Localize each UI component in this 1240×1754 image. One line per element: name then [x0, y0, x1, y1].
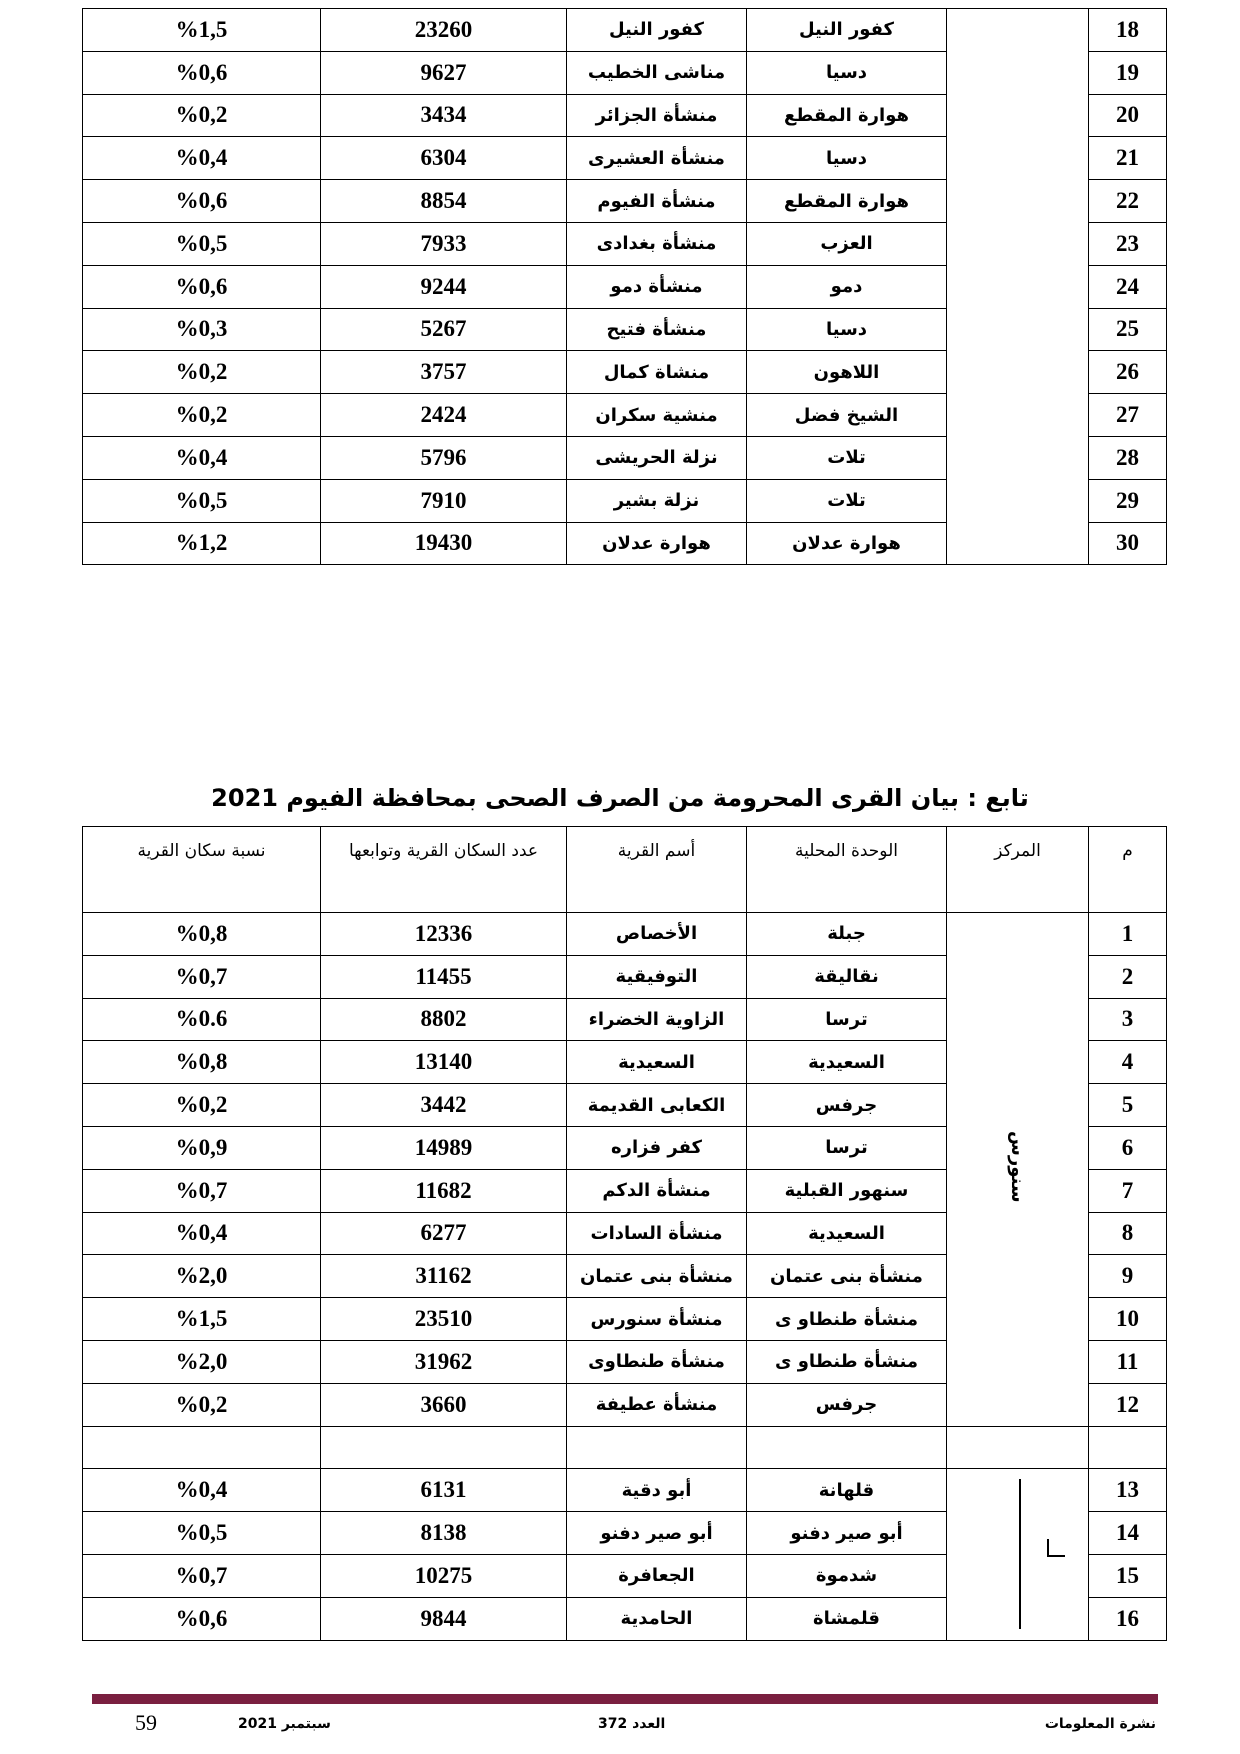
local-unit: ترسا	[747, 998, 947, 1041]
population: 8138	[321, 1512, 567, 1555]
empty-cell	[83, 1426, 321, 1469]
empty-cell	[1089, 1426, 1167, 1469]
population-percentage: %2,0	[83, 1340, 321, 1383]
population-percentage: %0,6	[83, 180, 321, 223]
village-name: الجعافرة	[567, 1554, 747, 1597]
row-number: 25	[1089, 308, 1167, 351]
village-name: مناشى الخطيب	[567, 51, 747, 94]
local-unit: الشيخ فضل	[747, 394, 947, 437]
local-unit: هوارة المقطع	[747, 94, 947, 137]
row-number: 12	[1089, 1383, 1167, 1426]
row-number: 21	[1089, 137, 1167, 180]
village-name: الزاوية الخضراء	[567, 998, 747, 1041]
population: 6304	[321, 137, 567, 180]
local-unit: دسيا	[747, 308, 947, 351]
local-unit: دسيا	[747, 51, 947, 94]
row-number: 28	[1089, 436, 1167, 479]
population-percentage: %0,2	[83, 1383, 321, 1426]
row-number: 18	[1089, 9, 1167, 52]
population: 31162	[321, 1255, 567, 1298]
table-title: تابع : بيان القرى المحرومة من الصرف الصحى بمحافظة الفيوم 2021	[211, 784, 1029, 812]
village-name: نزلة بشير	[567, 479, 747, 522]
population: 3434	[321, 94, 567, 137]
population: 23510	[321, 1298, 567, 1341]
local-unit: تلات	[747, 436, 947, 479]
population: 9627	[321, 51, 567, 94]
row-number: 5	[1089, 1084, 1167, 1127]
population: 2424	[321, 394, 567, 437]
footer-page-number: 59	[135, 1710, 157, 1735]
row-number: 27	[1089, 394, 1167, 437]
local-unit: السعيدية	[747, 1212, 947, 1255]
row-number: 3	[1089, 998, 1167, 1041]
header-unit: الوحدة المحلية	[747, 827, 947, 913]
village-name: منشأة السادات	[567, 1212, 747, 1255]
row-number: 9	[1089, 1255, 1167, 1298]
population-percentage: %0,6	[83, 51, 321, 94]
village-name: منشأة دمو	[567, 265, 747, 308]
population: 11682	[321, 1169, 567, 1212]
population: 6277	[321, 1212, 567, 1255]
population: 31962	[321, 1340, 567, 1383]
markaz-cell	[947, 913, 1089, 1427]
population: 8854	[321, 180, 567, 223]
village-name: منشأة عطيفة	[567, 1383, 747, 1426]
population-percentage: %2,0	[83, 1255, 321, 1298]
footer-publication: نشرة المعلومات	[1044, 1716, 1156, 1732]
local-unit: سنهور القبلية	[747, 1169, 947, 1212]
village-name: الحامدية	[567, 1597, 747, 1640]
village-name: منشأة الدكم	[567, 1169, 747, 1212]
population: 3660	[321, 1383, 567, 1426]
population-percentage: %0,3	[83, 308, 321, 351]
population-percentage: %0,5	[83, 222, 321, 265]
local-unit: ترسا	[747, 1126, 947, 1169]
row-number: 30	[1089, 522, 1167, 565]
village-name: منشأة بغدادى	[567, 222, 747, 265]
population-percentage: %0,6	[83, 1597, 321, 1640]
village-name: نزلة الحريشى	[567, 436, 747, 479]
population: 6131	[321, 1469, 567, 1512]
village-name: منشأة طنطاوى	[567, 1340, 747, 1383]
row-number: 16	[1089, 1597, 1167, 1640]
row-number: 29	[1089, 479, 1167, 522]
table-row	[83, 9, 1167, 52]
village-name: كفور النيل	[567, 9, 747, 52]
header-village: أسم القرية	[567, 827, 747, 913]
row-number: 7	[1089, 1169, 1167, 1212]
row-number: 15	[1089, 1554, 1167, 1597]
population: 14989	[321, 1126, 567, 1169]
empty-cell	[747, 1426, 947, 1469]
footer-bar	[92, 1694, 1158, 1704]
markaz-name: سنورس	[1007, 1131, 1028, 1203]
header-markaz: المركز	[947, 827, 1089, 913]
header-m: م	[1089, 827, 1167, 913]
empty-cell	[947, 1426, 1089, 1469]
population-percentage: %1,5	[83, 1298, 321, 1341]
population-percentage: %0,2	[83, 351, 321, 394]
local-unit: نقاليقة	[747, 955, 947, 998]
markaz-handwritten-hook	[1047, 1539, 1065, 1557]
village-name: منشأة فتيح	[567, 308, 747, 351]
population: 10275	[321, 1554, 567, 1597]
local-unit: هوارة عدلان	[747, 522, 947, 565]
row-number: 22	[1089, 180, 1167, 223]
row-number: 14	[1089, 1512, 1167, 1555]
local-unit: دمو	[747, 265, 947, 308]
population-percentage: %0,9	[83, 1126, 321, 1169]
village-name: أبو دقية	[567, 1469, 747, 1512]
population-percentage: %0,5	[83, 479, 321, 522]
footer-date: سبتمبر 2021	[238, 1716, 331, 1732]
local-unit: قلمشاة	[747, 1597, 947, 1640]
population: 19430	[321, 522, 567, 565]
empty-cell	[321, 1426, 567, 1469]
population-percentage: %0,8	[83, 1041, 321, 1084]
local-unit: هوارة المقطع	[747, 180, 947, 223]
population-percentage: %1,5	[83, 9, 321, 52]
village-name: منشاة كمال	[567, 351, 747, 394]
row-number: 10	[1089, 1298, 1167, 1341]
header-population-text: عدد السكان القرية وتوابعها	[348, 841, 539, 861]
row-number: 11	[1089, 1340, 1167, 1383]
local-unit: دسيا	[747, 137, 947, 180]
empty-cell	[567, 1426, 747, 1469]
row-number: 19	[1089, 51, 1167, 94]
population-percentage: %0,7	[83, 1169, 321, 1212]
population-percentage: %1,2	[83, 522, 321, 565]
markaz-cell	[947, 1469, 1089, 1640]
local-unit: أبو صير دفنو	[747, 1512, 947, 1555]
local-unit: كفور النيل	[747, 9, 947, 52]
population-percentage: %0,4	[83, 137, 321, 180]
table-row	[83, 1469, 1167, 1512]
markaz-cell	[947, 9, 1089, 565]
village-name: الكعابى القديمة	[567, 1084, 747, 1127]
population-percentage: %0,2	[83, 394, 321, 437]
village-name: كفر فزاره	[567, 1126, 747, 1169]
local-unit: السعيدية	[747, 1041, 947, 1084]
village-name: الأخصاص	[567, 913, 747, 956]
village-name: منشأة الفيوم	[567, 180, 747, 223]
row-number: 23	[1089, 222, 1167, 265]
population-percentage: %0,7	[83, 955, 321, 998]
local-unit: قلهانة	[747, 1469, 947, 1512]
village-name: التوفيقية	[567, 955, 747, 998]
village-name: منشأة الجزائر	[567, 94, 747, 137]
population-percentage: %0,6	[83, 265, 321, 308]
population: 3757	[321, 351, 567, 394]
row-number: 8	[1089, 1212, 1167, 1255]
population: 9244	[321, 265, 567, 308]
local-unit: منشأة بنى عتمان	[747, 1255, 947, 1298]
local-unit: اللاهون	[747, 351, 947, 394]
population: 8802	[321, 998, 567, 1041]
population-percentage: %0,5	[83, 1512, 321, 1555]
village-name: هوارة عدلان	[567, 522, 747, 565]
local-unit: منشأة طنطاو ى	[747, 1340, 947, 1383]
row-number: 24	[1089, 265, 1167, 308]
population: 11455	[321, 955, 567, 998]
header-percentage: نسبة سكان القرية	[83, 827, 321, 913]
population-percentage: %0,8	[83, 913, 321, 956]
footer-issue: العدد 372	[598, 1716, 666, 1732]
population-percentage: %0,4	[83, 1469, 321, 1512]
population: 5796	[321, 436, 567, 479]
local-unit: شدموة	[747, 1554, 947, 1597]
population: 7910	[321, 479, 567, 522]
row-number: 1	[1089, 913, 1167, 956]
population: 7933	[321, 222, 567, 265]
local-unit: جرفس	[747, 1084, 947, 1127]
population: 5267	[321, 308, 567, 351]
village-name: أبو صير دفنو	[567, 1512, 747, 1555]
empty-row	[83, 1426, 1167, 1469]
local-unit: جرفس	[747, 1383, 947, 1426]
local-unit: منشأة طنطاو ى	[747, 1298, 947, 1341]
population: 3442	[321, 1084, 567, 1127]
population-percentage: %0.6	[83, 998, 321, 1041]
population-percentage: %0,2	[83, 94, 321, 137]
population-percentage: %0,4	[83, 1212, 321, 1255]
row-number: 4	[1089, 1041, 1167, 1084]
markaz-handwritten-mark	[1019, 1479, 1021, 1629]
population-percentage: %0,4	[83, 436, 321, 479]
table-row	[83, 913, 1167, 956]
village-name: منشأة العشيرى	[567, 137, 747, 180]
population: 23260	[321, 9, 567, 52]
row-number: 6	[1089, 1126, 1167, 1169]
table-header-row	[83, 827, 1167, 913]
local-unit: جبلة	[747, 913, 947, 956]
village-name: منشأة سنورس	[567, 1298, 747, 1341]
population: 9844	[321, 1597, 567, 1640]
villages-table-continued	[82, 8, 1167, 565]
villages-table	[82, 826, 1167, 1641]
village-name: السعيدية	[567, 1041, 747, 1084]
row-number: 20	[1089, 94, 1167, 137]
header-population	[321, 827, 567, 913]
population-percentage: %0,2	[83, 1084, 321, 1127]
local-unit: العزب	[747, 222, 947, 265]
village-name: منشية سكران	[567, 394, 747, 437]
population: 13140	[321, 1041, 567, 1084]
row-number: 26	[1089, 351, 1167, 394]
row-number: 13	[1089, 1469, 1167, 1512]
population-percentage: %0,7	[83, 1554, 321, 1597]
population: 12336	[321, 913, 567, 956]
row-number: 2	[1089, 955, 1167, 998]
village-name: منشأة بنى عتمان	[567, 1255, 747, 1298]
local-unit: تلات	[747, 479, 947, 522]
